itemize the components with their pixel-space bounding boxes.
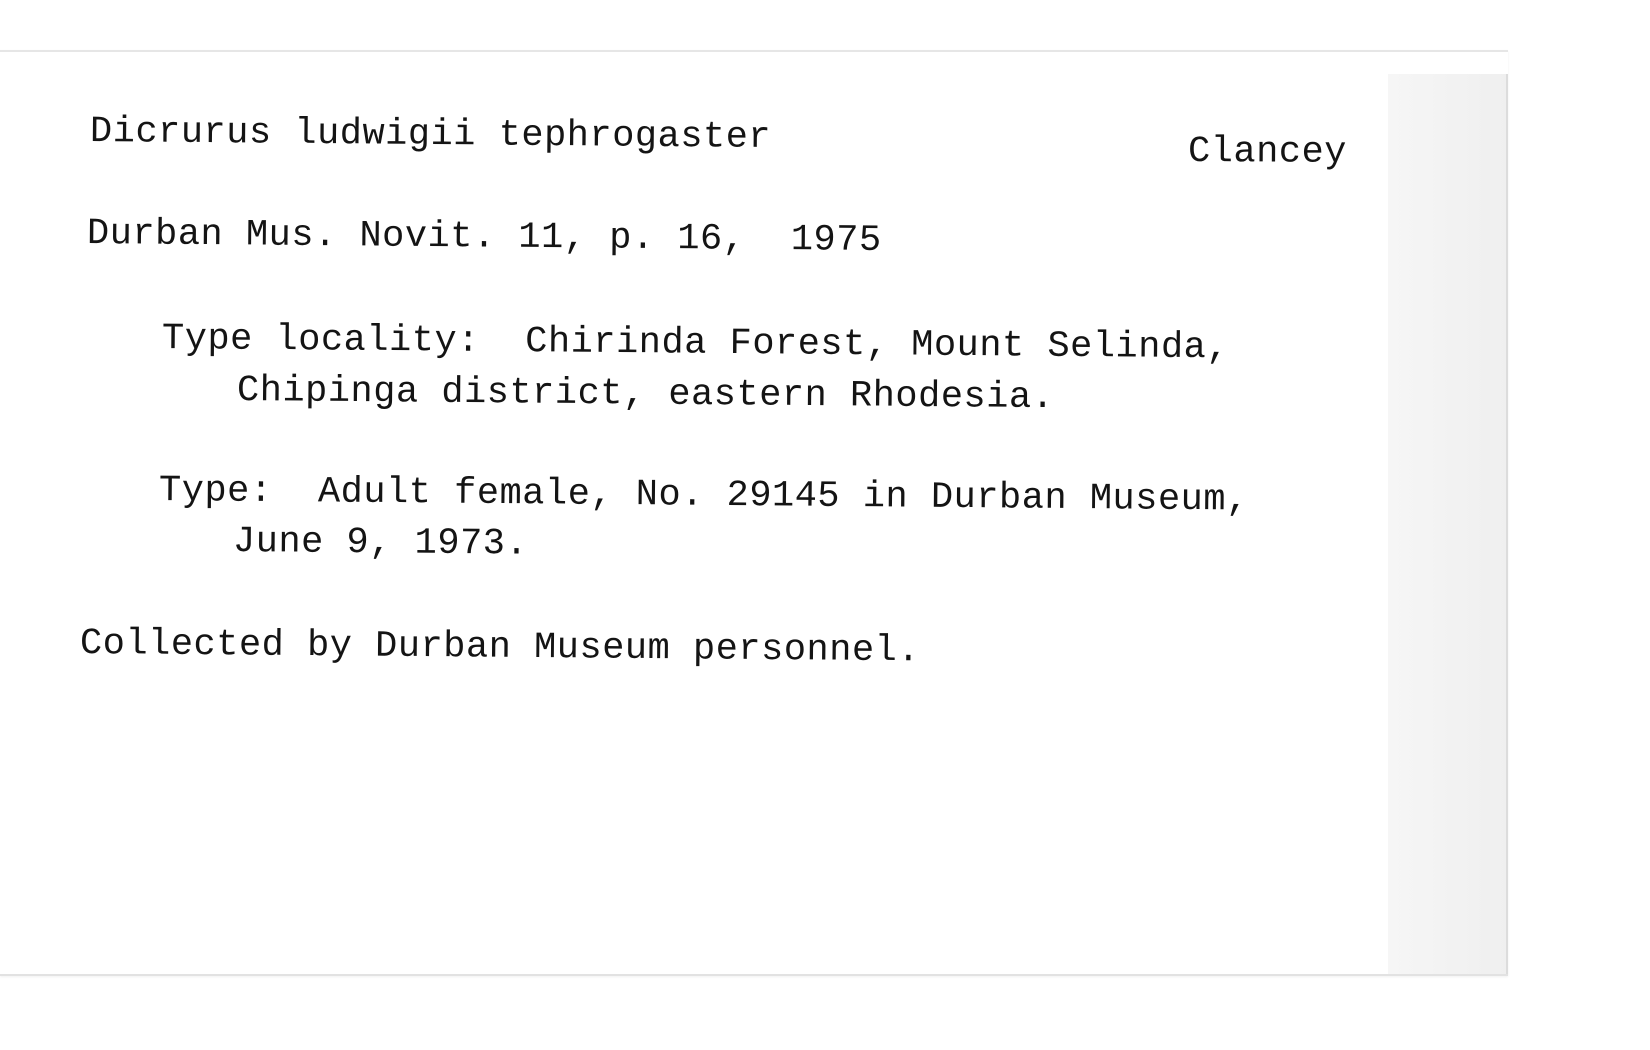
card-shadow-band xyxy=(1388,74,1508,974)
species-name: Dicrurus ludwigii tephrogaster xyxy=(89,111,772,159)
type-specimen-line-2: June 9, 1973. xyxy=(232,521,529,566)
type-locality-line-1: Type locality: Chirinda Forest, Mount Selinda, xyxy=(161,318,1230,370)
type-locality-line-2: Chipinga district, eastern Rhodesia. xyxy=(236,370,1055,420)
type-specimen-line-1: Type: Adult female, No. 29145 in Durban Museum, xyxy=(158,470,1249,522)
collector-note: Collected by Durban Museum personnel. xyxy=(79,623,921,673)
card-edge xyxy=(1506,74,1508,974)
publication-citation: Durban Mus. Novit. 11, p. 16, 1975 xyxy=(86,213,882,262)
author-name: Clancey xyxy=(1187,131,1348,174)
